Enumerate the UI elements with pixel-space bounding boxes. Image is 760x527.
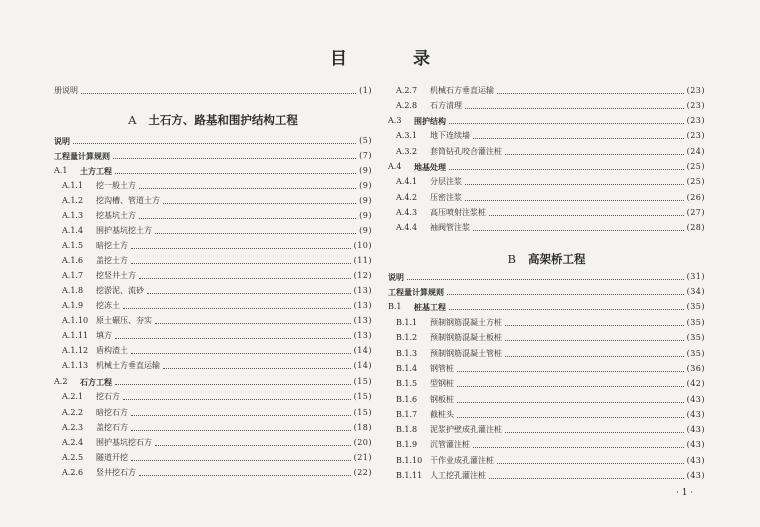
dot-leader <box>457 370 684 372</box>
toc-entry-number: A.2.4 <box>62 438 84 447</box>
toc-entry-number: B.1.4 <box>396 364 418 373</box>
dot-leader <box>131 459 351 461</box>
toc-entry[interactable] <box>388 298 705 312</box>
toc-entry-title: 暗挖石方 <box>96 408 128 417</box>
dot-leader <box>115 172 356 174</box>
toc-entry-number: A.3 <box>388 116 402 125</box>
dot-leader <box>457 416 684 418</box>
dot-leader <box>131 262 351 264</box>
toc-entry-page: (9) <box>359 226 372 235</box>
toc-entry-number: A.3.2 <box>396 147 418 156</box>
toc-entry-page: (25) <box>686 177 705 186</box>
toc-entry[interactable] <box>388 452 705 466</box>
toc-entry-page: (23) <box>686 86 705 95</box>
toc-entry[interactable] <box>388 329 705 343</box>
toc-entry-number: B.1.11 <box>396 471 423 480</box>
dot-leader <box>447 293 684 295</box>
toc-entry[interactable] <box>54 434 372 448</box>
toc-entry-title: 说明 <box>54 136 70 146</box>
toc-entry-number: B.1.2 <box>396 333 418 342</box>
toc-entry[interactable] <box>54 373 372 387</box>
toc-entry-page: (22) <box>353 468 372 477</box>
toc-entry-title: 隧道开挖 <box>96 453 128 462</box>
toc-entry[interactable] <box>388 127 705 141</box>
toc-entry[interactable] <box>388 436 705 450</box>
dot-leader <box>497 92 684 94</box>
toc-entry-page: (27) <box>686 208 705 217</box>
toc-entry-title: 压密注浆 <box>430 193 462 202</box>
toc-entry-number: A.1.3 <box>62 211 84 220</box>
toc-entry-title: 挖淤泥、流砂 <box>96 286 144 295</box>
toc-entry[interactable] <box>388 82 705 96</box>
dot-leader <box>457 385 684 387</box>
toc-entry[interactable] <box>388 314 705 328</box>
dot-leader <box>449 122 684 124</box>
dot-leader <box>73 142 356 144</box>
toc-entry[interactable] <box>54 312 372 326</box>
toc-entry-page: (43) <box>686 440 705 449</box>
dot-leader <box>497 462 684 464</box>
dot-leader <box>505 339 684 341</box>
toc-entry[interactable] <box>388 345 705 359</box>
toc-entry-page: (12) <box>353 271 372 280</box>
toc-entry[interactable] <box>388 268 705 282</box>
toc-entry[interactable] <box>388 189 705 203</box>
toc-entry-number: A.1 <box>54 166 68 175</box>
toc-entry-page: (14) <box>353 361 372 370</box>
toc-entry-number: A.2.7 <box>396 86 418 95</box>
toc-entry-page: (15) <box>353 392 372 401</box>
toc-entry[interactable] <box>54 222 372 236</box>
dot-leader <box>473 137 684 139</box>
toc-entry-title: 套筒钻孔咬合灌注桩 <box>430 147 502 156</box>
toc-entry-title: 截桩头 <box>430 410 454 419</box>
toc-entry-number: A.1.9 <box>62 301 84 310</box>
page-title: 目 录 <box>330 49 460 69</box>
toc-entry[interactable] <box>54 237 372 251</box>
toc-entry[interactable] <box>54 147 372 161</box>
toc-entry[interactable] <box>388 97 705 111</box>
toc-entry-title: 挖石方 <box>96 392 120 401</box>
toc-entry-page: (35) <box>686 302 705 311</box>
dot-leader <box>473 229 684 231</box>
dot-leader <box>147 292 351 294</box>
toc-entry-number: A.2.8 <box>396 101 418 110</box>
dot-leader <box>505 355 684 357</box>
toc-entry-page: (35) <box>686 349 705 358</box>
toc-entry-number: B.1.3 <box>396 349 418 358</box>
toc-entry-title: 桩基工程 <box>414 302 446 312</box>
toc-entry-page: (25) <box>686 162 705 171</box>
toc-entry-title: 机械土方垂直运输 <box>96 361 160 370</box>
section-heading <box>388 251 705 267</box>
toc-entry-number: A.1.10 <box>62 316 89 325</box>
toc-entry-number: B.1.10 <box>396 456 423 465</box>
toc-entry-title: 竖井挖石方 <box>96 468 136 477</box>
toc-entry-number: A.1.6 <box>62 256 84 265</box>
dot-leader <box>139 217 356 219</box>
dot-leader <box>489 477 684 479</box>
toc-entry-title: 围护结构 <box>414 116 446 126</box>
dot-leader <box>155 232 356 234</box>
toc-entry[interactable] <box>54 297 372 311</box>
toc-entry-page: (13) <box>353 331 372 340</box>
toc-entry[interactable] <box>54 252 372 266</box>
toc-entry-page: (43) <box>686 425 705 434</box>
toc-entry-title: 人工挖孔灌注桩 <box>430 471 486 480</box>
toc-entry[interactable] <box>388 158 705 172</box>
toc-entry-number: B.1.5 <box>396 379 418 388</box>
section-heading <box>54 112 372 128</box>
toc-entry[interactable] <box>54 357 372 371</box>
dot-leader <box>407 278 684 280</box>
toc-entry-title: 暗挖土方 <box>96 241 128 250</box>
toc-entry-number: A.4.2 <box>396 193 418 202</box>
toc-entry-page: (43) <box>686 410 705 419</box>
toc-entry-title: 泥浆护壁成孔灌注桩 <box>430 425 502 434</box>
toc-entry-page: (9) <box>359 181 372 190</box>
toc-entry-page: (9) <box>359 166 372 175</box>
toc-entry-number: A.2.1 <box>62 392 84 401</box>
toc-entry-number: A.1.7 <box>62 271 84 280</box>
toc-entry-title: 说明 <box>388 272 404 282</box>
toc-entry[interactable] <box>54 342 372 356</box>
dot-leader <box>473 446 684 448</box>
toc-entry-number: A.1.2 <box>62 196 84 205</box>
toc-entry-page: (31) <box>686 272 705 281</box>
toc-entry[interactable] <box>54 388 372 402</box>
toc-entry-title: 型钢桩 <box>430 379 454 388</box>
toc-entry-number: A.2.5 <box>62 453 84 462</box>
toc-entry-number: A.4.1 <box>396 177 418 186</box>
toc-entry-title: 挖一般土方 <box>96 181 136 190</box>
dot-leader <box>155 444 351 446</box>
dot-leader <box>123 398 351 400</box>
dot-leader <box>113 157 356 159</box>
toc-entry-page: (11) <box>353 256 372 265</box>
toc-entry-title: 预制钢筋混凝土方桩 <box>430 318 502 327</box>
toc-entry[interactable] <box>54 132 372 146</box>
dot-leader <box>139 187 356 189</box>
toc-entry-title: 挖竖井土方 <box>96 271 136 280</box>
toc-entry-page: (43) <box>686 395 705 404</box>
toc-entry-page: (21) <box>353 453 372 462</box>
toc-entry-title: 钢管桩 <box>430 364 454 373</box>
toc-entry-number: A.1.1 <box>62 181 84 190</box>
toc-entry-title: 工程量计算规则 <box>388 287 444 297</box>
toc-entry-number: A.4 <box>388 162 402 171</box>
toc-entry-title: 高压喷射注浆桩 <box>430 208 486 217</box>
toc-entry-page: (23) <box>686 116 705 125</box>
toc-entry-page: (15) <box>353 377 372 386</box>
toc-entry-page: (9) <box>359 211 372 220</box>
toc-entry[interactable] <box>388 283 705 297</box>
toc-entry[interactable] <box>54 327 372 341</box>
toc-entry[interactable] <box>388 375 705 389</box>
toc-entry[interactable] <box>388 219 705 233</box>
toc-entry-title: 分层注浆 <box>430 177 462 186</box>
toc-entry-page: (43) <box>686 456 705 465</box>
dot-leader <box>465 183 684 185</box>
toc-entry[interactable] <box>54 282 372 296</box>
toc-entry-title: 预制钢筋混凝土管桩 <box>430 349 502 358</box>
toc-entry[interactable] <box>388 112 705 126</box>
dot-leader <box>163 202 356 204</box>
dot-leader <box>81 92 356 94</box>
toc-entry-title: 围护基坑挖石方 <box>96 438 152 447</box>
toc-entry-page: (14) <box>353 346 372 355</box>
toc-entry-page: (1) <box>359 86 372 95</box>
toc-entry-title: 石方工程 <box>80 377 112 387</box>
toc-entry-page: (23) <box>686 101 705 110</box>
toc-entry[interactable] <box>388 421 705 435</box>
toc-entry-title: 盾构渣土 <box>96 346 128 355</box>
toc-entry-title: 地基处理 <box>414 162 446 172</box>
toc-entry[interactable] <box>388 143 705 157</box>
toc-entry-page: (23) <box>686 131 705 140</box>
toc-entry-number: A.3.1 <box>396 131 418 140</box>
page-number: · 1 · <box>676 488 694 498</box>
toc-entry-title: 机械石方垂直运输 <box>430 86 494 95</box>
toc-entry-title: 挖基坑土方 <box>96 211 136 220</box>
dot-leader <box>155 322 351 324</box>
toc-entry[interactable] <box>388 204 705 218</box>
toc-entry-number: A.4.3 <box>396 208 418 217</box>
toc-entry-page: (7) <box>359 151 372 160</box>
toc-entry-number: B.1.6 <box>396 395 418 404</box>
toc-entry-page: (28) <box>686 223 705 232</box>
toc-entry[interactable] <box>54 267 372 281</box>
toc-entry-number: A.1.5 <box>62 241 84 250</box>
toc-entry-page: (13) <box>353 316 372 325</box>
toc-entry-title: 石方清理 <box>430 101 462 110</box>
toc-entry-page: (42) <box>686 379 705 388</box>
toc-entry-page: (24) <box>686 147 705 156</box>
toc-entry-number: A.2 <box>54 377 68 386</box>
toc-entry-title: 袖阀管注浆 <box>430 223 470 232</box>
toc-entry-number: A.2.2 <box>62 408 84 417</box>
toc-entry-number: A.1.13 <box>62 361 89 370</box>
dot-leader <box>131 429 351 431</box>
dot-leader <box>465 199 684 201</box>
toc-entry-page: (15) <box>353 408 372 417</box>
toc-entry-number: A.2.3 <box>62 423 84 432</box>
toc-entry-page: (35) <box>686 318 705 327</box>
dot-leader <box>449 168 684 170</box>
toc-entry-page: (34) <box>686 287 705 296</box>
section-letter: B <box>507 252 516 266</box>
toc-entry-number: B.1 <box>388 302 402 311</box>
toc-entry-title: 原土碾压、夯实 <box>96 316 152 325</box>
dot-leader <box>123 307 351 309</box>
toc-entry-page: (13) <box>353 286 372 295</box>
toc-entry-title: 挖沟槽、管道土方 <box>96 196 160 205</box>
dot-leader <box>131 414 351 416</box>
toc-entry-page: (10) <box>353 241 372 250</box>
toc-entry-page: (5) <box>359 136 372 145</box>
dot-leader <box>505 431 684 433</box>
dot-leader <box>131 352 351 354</box>
toc-entry-title: 盖挖石方 <box>96 423 128 432</box>
toc-entry-number: B.1.8 <box>396 425 418 434</box>
toc-entry[interactable] <box>388 391 705 405</box>
toc-entry[interactable] <box>54 207 372 221</box>
toc-entry-title: 挖冻土 <box>96 301 120 310</box>
toc-entry[interactable] <box>54 449 372 463</box>
toc-entry[interactable] <box>54 177 372 191</box>
section-letter: A <box>128 113 137 127</box>
toc-entry-page: (18) <box>353 423 372 432</box>
toc-entry-title: 地下连续墙 <box>430 131 470 140</box>
dot-leader <box>163 367 351 369</box>
toc-entry-title: 土方工程 <box>80 166 112 176</box>
dot-leader <box>457 401 684 403</box>
dot-leader <box>115 337 351 339</box>
toc-entry[interactable] <box>388 406 705 420</box>
toc-entry[interactable] <box>54 419 372 433</box>
toc-entry-page: (35) <box>686 333 705 342</box>
toc-entry-page: (26) <box>686 193 705 202</box>
toc-entry-title: 盖挖土方 <box>96 256 128 265</box>
toc-entry-number: B.1.7 <box>396 410 418 419</box>
section-title: 高架桥工程 <box>527 252 586 266</box>
toc-entry-title: 预制钢筋混凝土板桩 <box>430 333 502 342</box>
toc-entry-page: (36) <box>686 364 705 373</box>
toc-entry[interactable] <box>54 82 372 96</box>
dot-leader <box>449 308 684 310</box>
toc-entry-page: (43) <box>686 471 705 480</box>
toc-entry-number: A.1.11 <box>62 331 89 340</box>
toc-entry-title: 册说明 <box>54 86 78 95</box>
dot-leader <box>465 107 684 109</box>
toc-entry-number: A.1.12 <box>62 346 89 355</box>
toc-entry-page: (9) <box>359 196 372 205</box>
toc-entry-title: 工程量计算规则 <box>54 151 110 161</box>
toc-entry[interactable] <box>54 464 372 478</box>
toc-entry-page: (13) <box>353 301 372 310</box>
toc-entry[interactable] <box>388 467 705 481</box>
toc-entry-number: B.1.9 <box>396 440 418 449</box>
dot-leader <box>115 383 351 385</box>
toc-entry[interactable] <box>388 360 705 374</box>
toc-entry-number: A.4.4 <box>396 223 418 232</box>
toc-entry[interactable] <box>54 192 372 206</box>
toc-entry[interactable] <box>54 404 372 418</box>
toc-entry[interactable] <box>54 162 372 176</box>
toc-entry-number: A.1.8 <box>62 286 84 295</box>
toc-entry-title: 围护基坑挖土方 <box>96 226 152 235</box>
toc-entry-number: A.2.6 <box>62 468 84 477</box>
toc-entry-title: 填方 <box>96 331 112 340</box>
toc-entry[interactable] <box>388 173 705 187</box>
toc-entry-title: 钢板桩 <box>430 395 454 404</box>
dot-leader <box>131 247 351 249</box>
toc-entry-title: 沉管灌注桩 <box>430 440 470 449</box>
dot-leader <box>505 324 684 326</box>
toc-entry-page: (20) <box>353 438 372 447</box>
toc-entry-number: A.1.4 <box>62 226 84 235</box>
dot-leader <box>505 153 684 155</box>
dot-leader <box>489 214 684 216</box>
section-title: 土石方、路基和围护结构工程 <box>148 113 298 127</box>
toc-entry-number: B.1.1 <box>396 318 418 327</box>
dot-leader <box>139 474 351 476</box>
dot-leader <box>139 277 351 279</box>
toc-entry-title: 干作业成孔灌注桩 <box>430 456 494 465</box>
